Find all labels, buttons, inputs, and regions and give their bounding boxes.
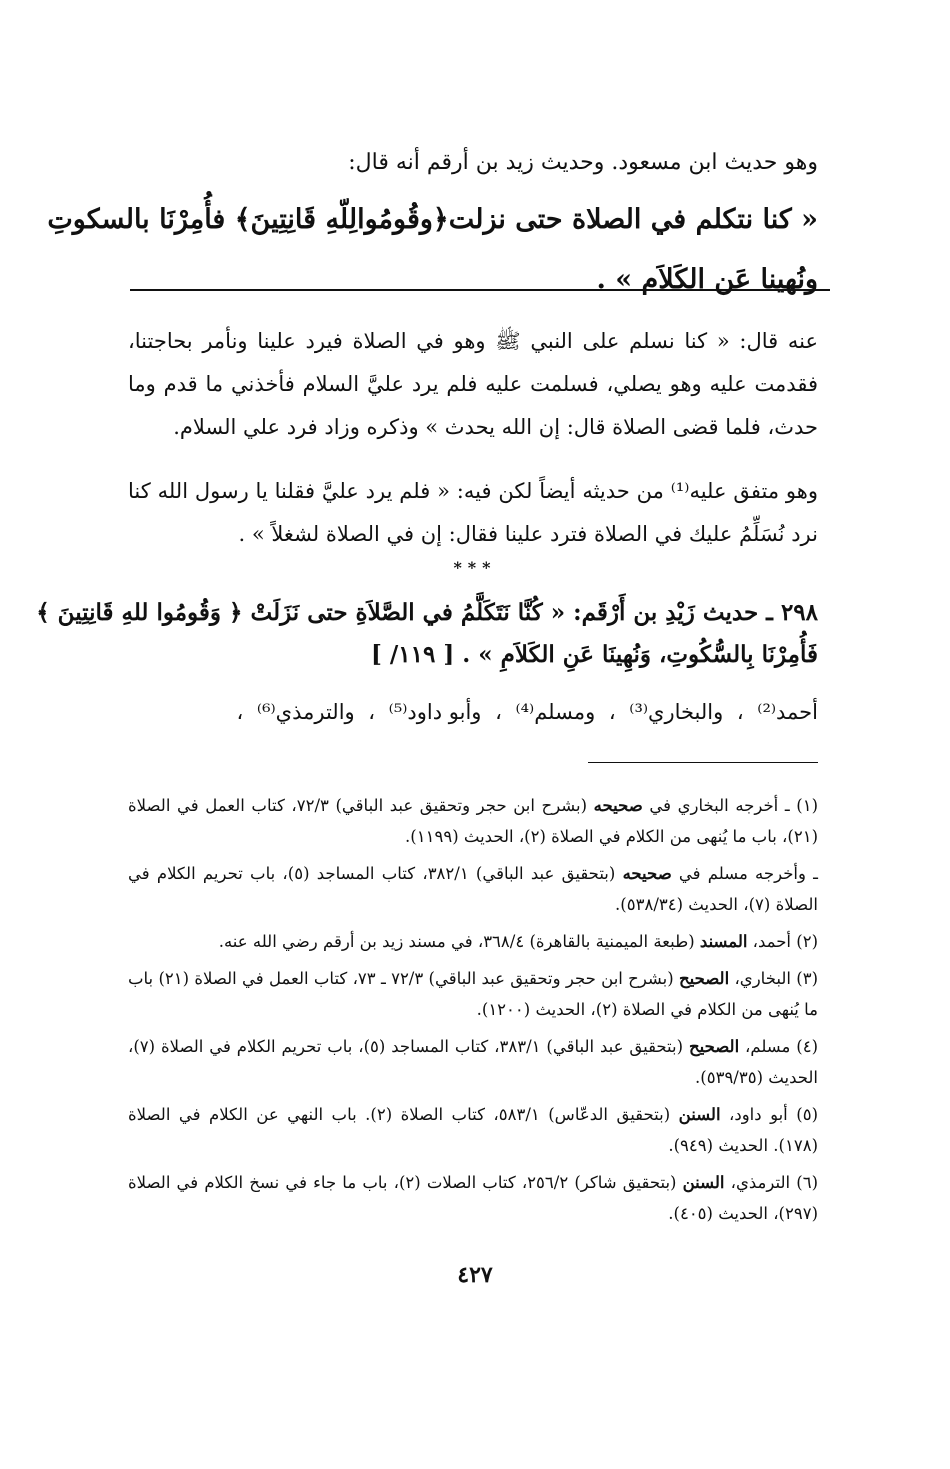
footnote-6 [128, 1167, 818, 1229]
footnote-text: البخاري، [729, 969, 791, 988]
footnote-text: ـ وأخرجه مسلم في [671, 864, 819, 883]
quoted-hadith-line-1: « كنا نتكلم في الصلاة حتى نزلت﴿وقُومُوالِلّهِ قَانِتِينَ﴾ فأُمِرْنَا بالسكوتِ [47, 204, 818, 235]
footnote-source-title: الصحيح [678, 969, 730, 988]
footnote-source-title: الصحيح [688, 1037, 740, 1056]
footnote-number: (٤) [796, 1037, 819, 1056]
ref-separator: ، [368, 700, 376, 724]
hadith-298 [36, 592, 818, 676]
commentary-paragraph-1: عنه قال: « كنا نسلم على النبي ﷺ وهو في الصلاة فيرد علينا ونأمر بحاجتنا، فقدمت عليه وهو يصلي، فسلمت عليه فلم يرد عليَّ السلام فأخذني ما قدم وما حدث، فلما قضى الصلاة قال: إن الله يحدث » وذكره وزاد فرد علي السلام. [128, 329, 818, 439]
hadith-line-2: فَأُمِرْنَا بِالسُّكُوتِ، وَنُهِينَا عَنِ الكَلاَمِ » . [ ١١٩/ ] [371, 641, 818, 668]
footnote-text: أبو داود، [720, 1105, 788, 1124]
footnote-source-title: صحيحه [622, 864, 672, 883]
footnote-number: (٥) [796, 1105, 819, 1124]
footnote-source-title: السنن [678, 1105, 721, 1124]
ref-tirmidhi: والترمذي⁽⁶⁾ [256, 700, 355, 724]
footnote-1-continued [128, 858, 818, 920]
footnote-text: (بتحقيق عبد الباقي) ٣٨٣/١، كتاب المساجد (٥)، باب تحريم الكلام في الصلاة (٧)، الحديث (٥٣٩/٣٥). [128, 1037, 818, 1087]
ref-abu-dawud: وأبو داود⁽⁵⁾ [388, 700, 482, 724]
footnote-text: (طبعة الميمنية بالقاهرة) ٣٦٨/٤، في مسند زيد بن أرقم رضي الله عنه. [218, 932, 700, 951]
footnote-1 [128, 790, 818, 852]
footnote-text: (بتحقيق عبد الباقي) ٣٨٢/١، كتاب المساجد (٥)، باب تحريم الكلام في الصلاة (٧)، الحديث (٥٣٨/٣٤). [128, 864, 818, 914]
section-separator-stars: *** [453, 558, 497, 577]
footnote-text: (بتحقيق شاكر) ٢٥٦/٢، كتاب الصلات (٢)، باب ما جاء في نسخ الكلام في الصلاة (٢٩٧)، الحديث (٤٠٥). [128, 1173, 818, 1223]
ref-separator: ، [495, 700, 502, 724]
footnote-2 [128, 926, 818, 957]
quote-intro: وهو حديث ابن مسعود. وحديث زيد بن أرقم أنه قال: [348, 150, 818, 175]
footnote-text: مسلم، [739, 1037, 791, 1056]
footnote-number: (١) [796, 796, 819, 815]
footnote-divider [588, 762, 818, 763]
top-divider [130, 289, 830, 291]
footnote-text: الترمذي، [724, 1173, 791, 1192]
source-references [128, 692, 818, 732]
footnote-source-title: السنن [682, 1173, 725, 1192]
footnote-text: (بشرح ابن حجر وتحقيق عبد الباقي) ٧٢/٣، كتاب العمل في الصلاة (٢١)، باب ما يُنهى من الكلام في الصلاة (٢)، الحديث (١١٩٩). [128, 796, 818, 846]
footnote-text: (بشرح ابن حجر وتحقيق عبد الباقي) ٧٢/٣ ـ ٧٣، كتاب العمل في الصلاة (٢١) باب ما يُنهى من الكلام في الصلاة (٢)، الحديث (١٢٠٠). [128, 969, 818, 1019]
quoted-hadith-line-2: ونُهينا عَن الكَلاَم » . [596, 264, 818, 295]
footnote-number: (٢) [796, 932, 818, 951]
commentary-paragraph-2: وهو متفق عليه⁽¹⁾ من حديثه أيضاً لكن فيه: « فلم يرد عليَّ فقلنا يا رسول الله كنا نرد نُسَلِّمُ عليك في الصلاة فترد علينا فقال: إن في الصلاة لشغلاً » . [128, 479, 818, 546]
ref-separator: ، [236, 700, 244, 724]
quoted-hadith [47, 190, 818, 310]
footnote-5 [128, 1099, 818, 1161]
page-number: ٤٢٧ [457, 1262, 493, 1288]
footnote-source-title: صحيحه [593, 796, 643, 815]
footnote-text: أحمد، [747, 932, 791, 951]
ref-separator: ، [608, 700, 616, 724]
footnote-text: ـ أخرجه البخاري في [642, 796, 790, 815]
footnote-3 [128, 963, 818, 1025]
footnote-text: (بتحقيق الدعّاس) ٥٨٣/١، كتاب الصلاة (٢). باب النهي عن الكلام في الصلاة (١٧٨). الحديث (٩٤٩). [128, 1105, 818, 1155]
ref-separator: ، [736, 700, 744, 724]
ref-bukhari: والبخاري⁽³⁾ [629, 700, 724, 724]
footnote-number: (٦) [796, 1173, 818, 1192]
footnote-source-title: المسند [699, 932, 748, 951]
footnotes [128, 790, 818, 1235]
ref-ahmad: أحمد⁽²⁾ [757, 700, 818, 724]
footnote-4 [128, 1031, 818, 1093]
ref-muslim: ومسلم⁽⁴⁾ [515, 700, 596, 724]
hadith-line-1: ٢٩٨ ـ حديث زَيْدِ بن أَرْقَم: « كُنَّا نَتَكَلَّمُ في الصَّلاَةِ حتى نَزَلَتْ ﴿ وَقُومُوا للهِ قَانِتِينَ ﴾ [36, 599, 818, 626]
footnote-number: (٣) [796, 969, 818, 988]
